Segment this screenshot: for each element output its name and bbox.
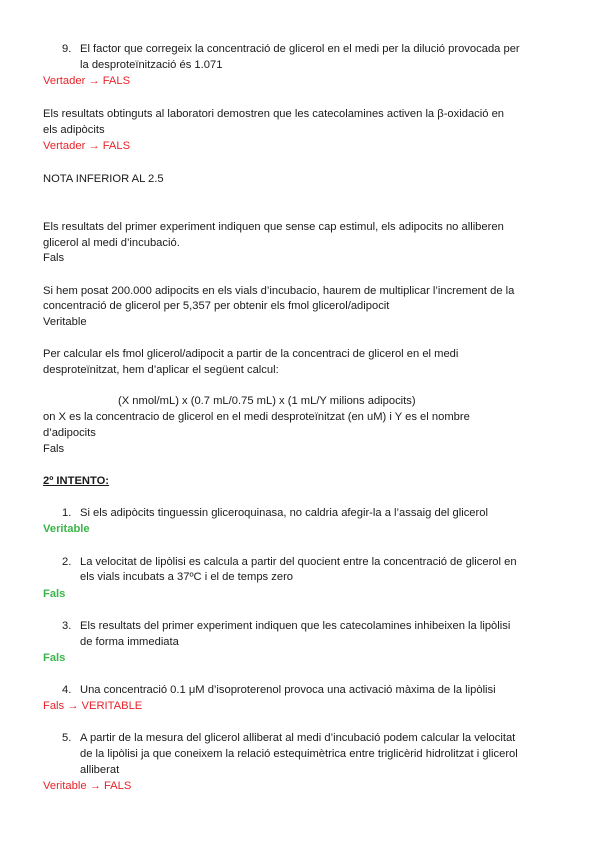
b4-answer: Fals xyxy=(43,443,65,455)
q9-text-line1: El factor que corregeix la concentració de glicerol en el medi per la dilució provocada per xyxy=(80,43,520,55)
i4-number: 4. xyxy=(62,684,72,696)
b4-formula: (X nmol/mL) x (0.7 mL/0.75 mL) x (1 mL/Y milions adipocits) xyxy=(118,395,416,407)
i4-text-line1: Una concentració 0.1 μM d’isoproterenol provoca una activació màxima de la lipòlisi xyxy=(80,684,496,696)
b4-text-line4: d’adipocits xyxy=(43,427,96,439)
i5-text-line3: alliberat xyxy=(80,764,120,776)
i5-text-line1: A partir de la mesura del glicerol alliberat al medi d’incubació podem calcular la velocitat xyxy=(80,732,516,744)
b1-answer: Vertader → FALS xyxy=(43,140,131,152)
i2-text-line2: els vials incubats a 37ºC i el de temps zero xyxy=(80,571,294,583)
b2-text-line2: glicerol al medi d’incubació. xyxy=(43,237,180,249)
b2-answer: Fals xyxy=(43,252,65,264)
q9-text-line2: la desproteïnització és 1.071 xyxy=(80,59,223,71)
grade-note: NOTA INFERIOR AL 2.5 xyxy=(43,173,164,185)
i3-number: 3. xyxy=(62,620,72,632)
i5-text-line2: de la lipòlisi ja que coneixem la relació estequimètrica entre triglicèrid hidrolitzat i glicerol xyxy=(80,748,518,760)
q9-number: 9. xyxy=(62,43,72,55)
b2-text-line1: Els resultats del primer experiment indiquen que sense cap estimul, els adipocits no alliberen xyxy=(43,221,504,233)
q9-answer: Vertader → FALS xyxy=(43,75,131,87)
b4-text-line2: desproteïnitzat, hem d’aplicar el següent calcul: xyxy=(43,364,279,376)
i4-answer: Fals → VERITABLE xyxy=(43,700,143,712)
i5-number: 5. xyxy=(62,732,72,744)
i5-answer: Veritable → FALS xyxy=(43,780,132,792)
i1-number: 1. xyxy=(62,507,72,519)
i2-answer: Fals xyxy=(43,588,66,600)
i3-text-line2: de forma immediata xyxy=(80,636,179,648)
i1-text-line1: Si els adipòcits tinguessin gliceroquinasa, no caldria afegir-la a l’assaig del glicerol xyxy=(80,507,488,519)
section-heading: 2º INTENTO: xyxy=(43,475,110,487)
b4-text-line3: on X es la concentracio de glicerol en el medi desproteïnitzat (en uM) i Y es el nombre xyxy=(43,411,470,423)
i1-answer: Veritable xyxy=(43,523,90,535)
i2-text-line1: La velocitat de lipòlisi es calcula a partir del quocient entre la concentració de glicerol en xyxy=(80,556,517,568)
i3-answer: Fals xyxy=(43,652,66,664)
i3-text-line1: Els resultats del primer experiment indiquen que les catecolamines inhibeixen la lipòlisi xyxy=(80,620,511,632)
b1-text-line2: els adipòcits xyxy=(43,124,105,136)
b3-answer: Veritable xyxy=(43,316,87,328)
b3-text-line2: concentració de glicerol per 5,357 per obtenir els fmol glicerol/adipocit xyxy=(43,300,390,312)
b3-text-line1: Si hem posat 200.000 adipocits en els vials d’incubacio, haurem de multiplicar l’increment de la xyxy=(43,285,515,297)
i2-number: 2. xyxy=(62,556,72,568)
b1-text-line1: Els resultats obtinguts al laboratori demostren que les catecolamines activen la β-oxidació en xyxy=(43,108,505,120)
b4-text-line1: Per calcular els fmol glicerol/adipocit a partir de la concentraci de glicerol en el medi xyxy=(43,348,459,360)
